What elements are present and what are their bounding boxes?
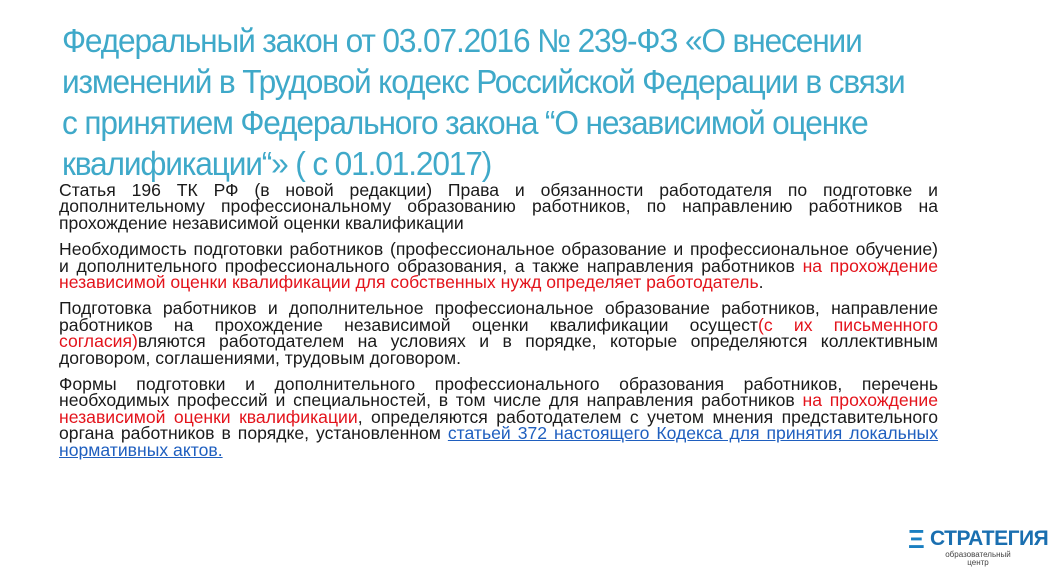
- logo-name: СТРАТЕГИЯ: [930, 527, 1048, 550]
- slide-body: [59, 182, 938, 468]
- paragraph-text: Необходимость подготовки работников (профессиональное образование и профессиональное обучение) и дополнительного профессионального образования, а также направления работников: [59, 239, 938, 276]
- highlighted-text: (с их письменного согласия): [59, 314, 938, 352]
- paragraph-text: Статья 196 ТК РФ (в новой редакции) Права и обязанности работодателя по подготовке и дополнительному профессиональному образованию работников, по направлению работников на прохождение независимой оценки квалификации: [59, 180, 938, 233]
- paragraph-text: Формы подготовки и дополнительного профессионального образования работников, перечень необходимых профессий и специальностей, в том числе для направления работников: [59, 374, 938, 411]
- paragraph-text: .: [758, 272, 764, 293]
- paragraph-text: вляются работодателем на условиях и в порядке, которые определяются коллективным договором, соглашениями, трудовым договором.: [59, 331, 938, 368]
- highlighted-text: на прохождение независимой оценки квалификации: [59, 390, 938, 427]
- paragraph-training: [59, 300, 938, 366]
- paragraph-forms: [59, 376, 938, 458]
- slide-title: Федеральный закон от 03.07.2016 № 239-ФЗ «О внесении изменений в Трудовой кодекс Российской Федерации в связи с принятием Федерального закона “О независимой оценке квалификации“» ( с 01.01.2017): [62, 22, 905, 182]
- logo-mark-icon: Ξ: [908, 524, 924, 554]
- paragraph-text: Подготовка работников и дополнительное профессиональное образование работников, направление работников на прохождение независимой оценки квалификации осущест: [59, 298, 938, 335]
- strategy-logo: [908, 522, 1048, 567]
- paragraph-necessity: [59, 239, 939, 293]
- article-372-link[interactable]: статьей 372 настоящего Кодекса для принятия локальных нормативных актов.: [59, 423, 938, 460]
- highlighted-text: на прохождение независимой оценки квалификации для собственных нужд определяет работодатель: [59, 255, 939, 293]
- paragraph-article-196: [59, 182, 938, 231]
- paragraph-text: , определяются работодателем с учетом мнения представительного органа работников в порядке, установленном: [59, 406, 938, 444]
- logo-subtitle: образовательный центр: [945, 550, 1011, 567]
